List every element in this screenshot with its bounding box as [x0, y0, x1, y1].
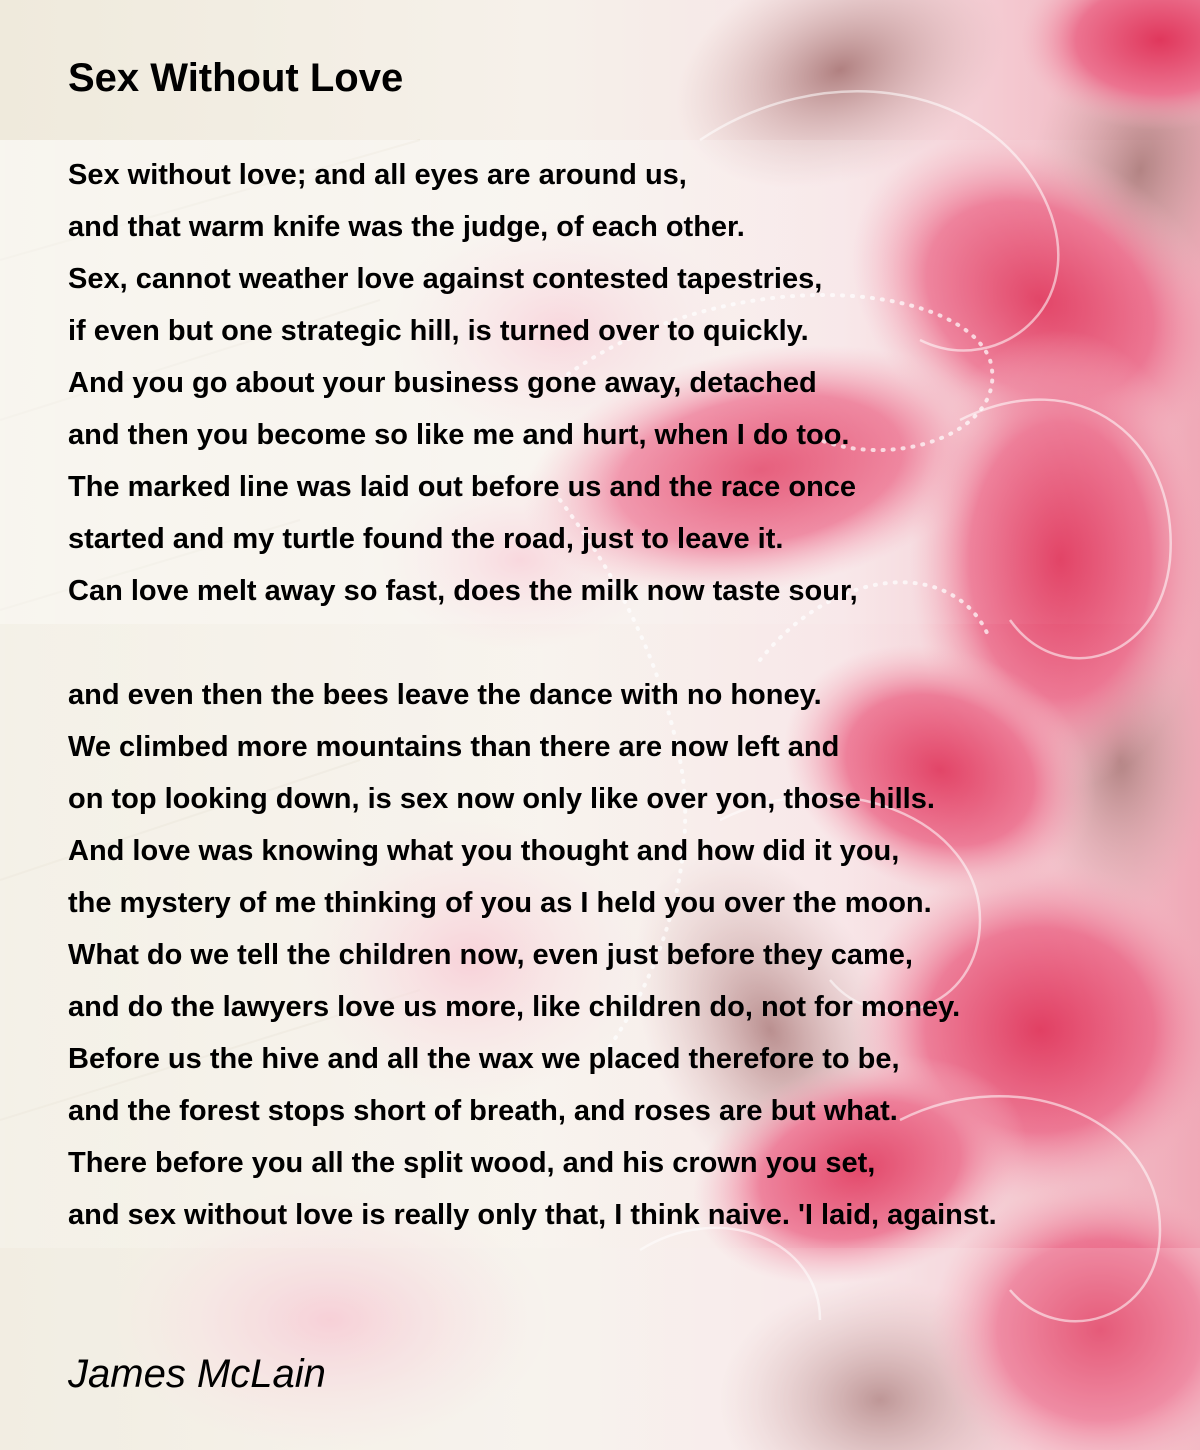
poem-line: And you go about your business gone away, detached	[68, 367, 817, 399]
poem-line: We climbed more mountains than there are now left and	[68, 731, 840, 763]
poem-line: There before you all the split wood, and his crown you set,	[68, 1147, 876, 1179]
poem-line: and that warm knife was the judge, of each other.	[68, 211, 745, 243]
poem-title: Sex Without Love	[68, 56, 404, 100]
poem-line: And love was knowing what you thought and how did it you,	[68, 835, 900, 867]
poem-line: Sex without love; and all eyes are around us,	[68, 159, 687, 191]
poem-line: The marked line was laid out before us and the race once	[68, 471, 857, 503]
poem-line: Before us the hive and all the wax we placed therefore to be,	[68, 1043, 900, 1075]
poem-line: started and my turtle found the road, just to leave it.	[68, 523, 784, 555]
poem-line: and sex without love is really only that, I think naive. 'I laid, against.	[68, 1199, 997, 1231]
poem-line: and even then the bees leave the dance with no honey.	[68, 679, 822, 711]
poem-line: if even but one strategic hill, is turned over to quickly.	[68, 315, 809, 347]
poem-line: and do the lawyers love us more, like children do, not for money.	[68, 991, 961, 1023]
stanza-1	[68, 149, 858, 617]
poem-line: Can love melt away so fast, does the milk now taste sour,	[68, 575, 858, 607]
poem-author: James McLain	[68, 1352, 326, 1396]
stanza-2	[68, 669, 997, 1241]
poem-line: the mystery of me thinking of you as I held you over the moon.	[68, 887, 932, 919]
poem-line: What do we tell the children now, even just before they came,	[68, 939, 913, 971]
poem-line: Sex, cannot weather love against contested tapestries,	[68, 263, 823, 295]
poem-line: and then you become so like me and hurt, when I do too.	[68, 419, 850, 451]
poem-line: and the forest stops short of breath, and roses are but what.	[68, 1095, 898, 1127]
poem-line: on top looking down, is sex now only like over yon, those hills.	[68, 783, 935, 815]
